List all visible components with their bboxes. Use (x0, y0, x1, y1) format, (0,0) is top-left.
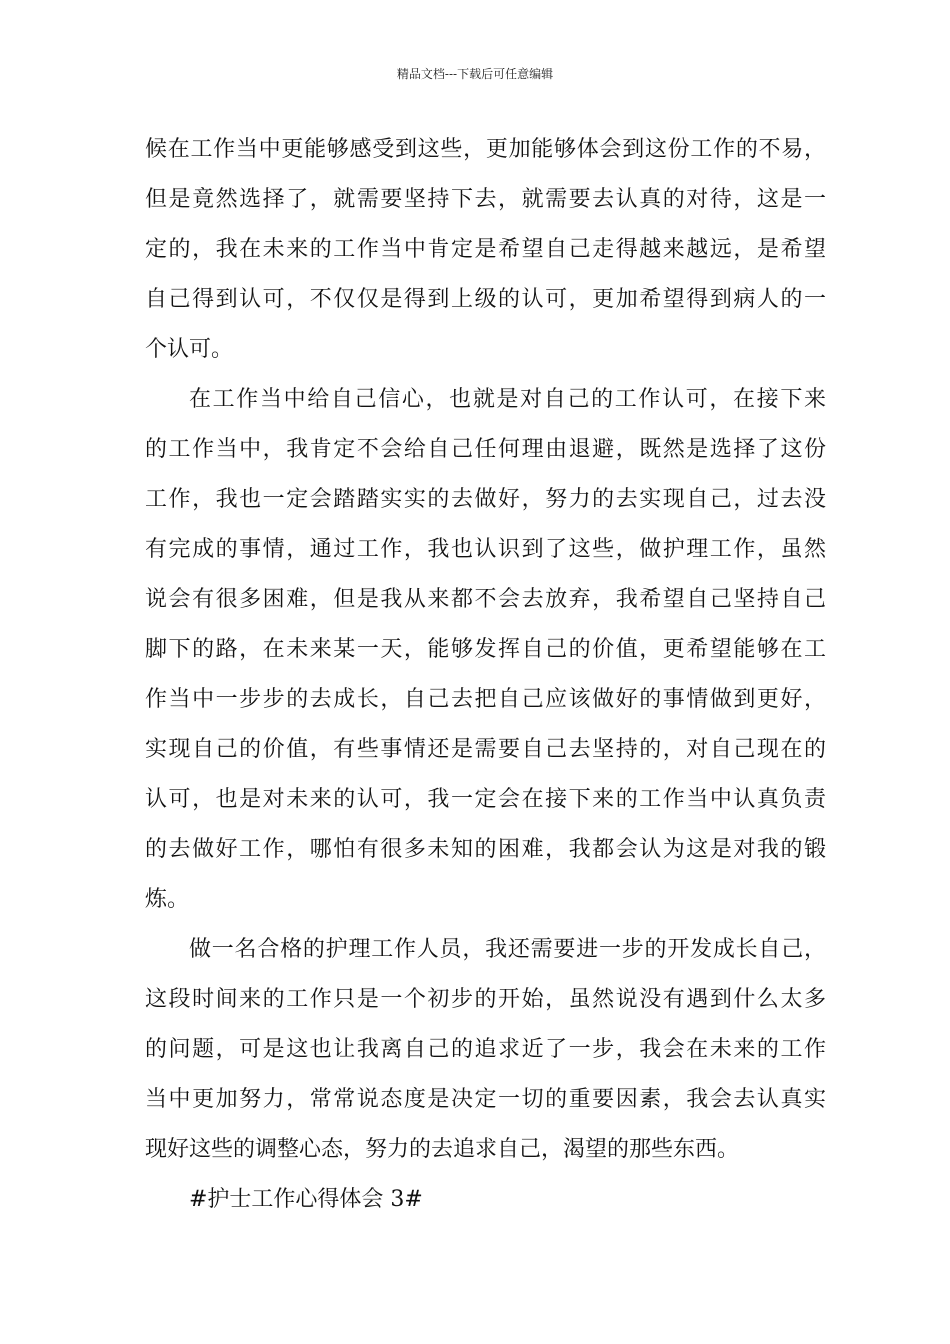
paragraph-first-line: 在工作当中给自己信心，也就是对自己的工作认可，在接下来 (189, 387, 826, 412)
text-line: 候在工作当中更能够感受到这些，更加能够体会到这份工作的不易， (145, 137, 826, 162)
text-line: 当中更加努力，常常说态度是决定一切的重要因素，我会去认真实 (145, 1087, 826, 1112)
text-line: 实现自己的价值，有些事情还是需要自己去坚持的，对自己现在的 (145, 737, 826, 762)
page-header: 精品文档---下载后可任意编辑 (396, 67, 554, 81)
paragraph-first-line: 做一名合格的护理工作人员，我还需要进一步的开发成长自己， (189, 937, 826, 962)
text-line: 脚下的路，在未来某一天，能够发挥自己的价值，更希望能够在工 (145, 637, 826, 662)
text-line: 这段时间来的工作只是一个初步的开始，虽然说没有遇到什么太多 (145, 987, 826, 1012)
text-line: 的问题，可是这也让我离自己的追求近了一步，我会在未来的工作 (145, 1037, 826, 1062)
text-line: 炼。 (145, 887, 190, 912)
text-line: 现好这些的调整心态，努力的去追求自己，渴望的那些东西。 (145, 1137, 740, 1162)
text-line: 个认可。 (145, 337, 234, 362)
text-line: 工作，我也一定会踏踏实实的去做好，努力的去实现自己，过去没 (145, 487, 826, 512)
text-line: 但是竟然选择了，就需要坚持下去，就需要去认真的对待，这是一 (145, 187, 826, 212)
text-line: 说会有很多困难，但是我从来都不会去放弃，我希望自己坚持自己 (145, 587, 826, 612)
text-line: 定的，我在未来的工作当中肯定是希望自己走得越来越远，是希望 (145, 237, 826, 262)
text-line: 自己得到认可，不仅仅是得到上级的认可，更加希望得到病人的一 (145, 287, 826, 312)
text-line: 认可，也是对未来的认可，我一定会在接下来的工作当中认真负责 (145, 787, 826, 812)
text-line: 的去做好工作，哪怕有很多未知的困难，我都会认为这是对我的锻 (145, 837, 826, 862)
text-line: 的工作当中，我肯定不会给自己任何理由退避，既然是选择了这份 (145, 437, 826, 462)
section-heading: #护士工作心得体会 3# (189, 1187, 423, 1212)
text-line: 作当中一步步的去成长，自己去把自己应该做好的事情做到更好， (145, 687, 826, 712)
text-line: 有完成的事情，通过工作，我也认识到了这些，做护理工作，虽然 (145, 537, 826, 562)
